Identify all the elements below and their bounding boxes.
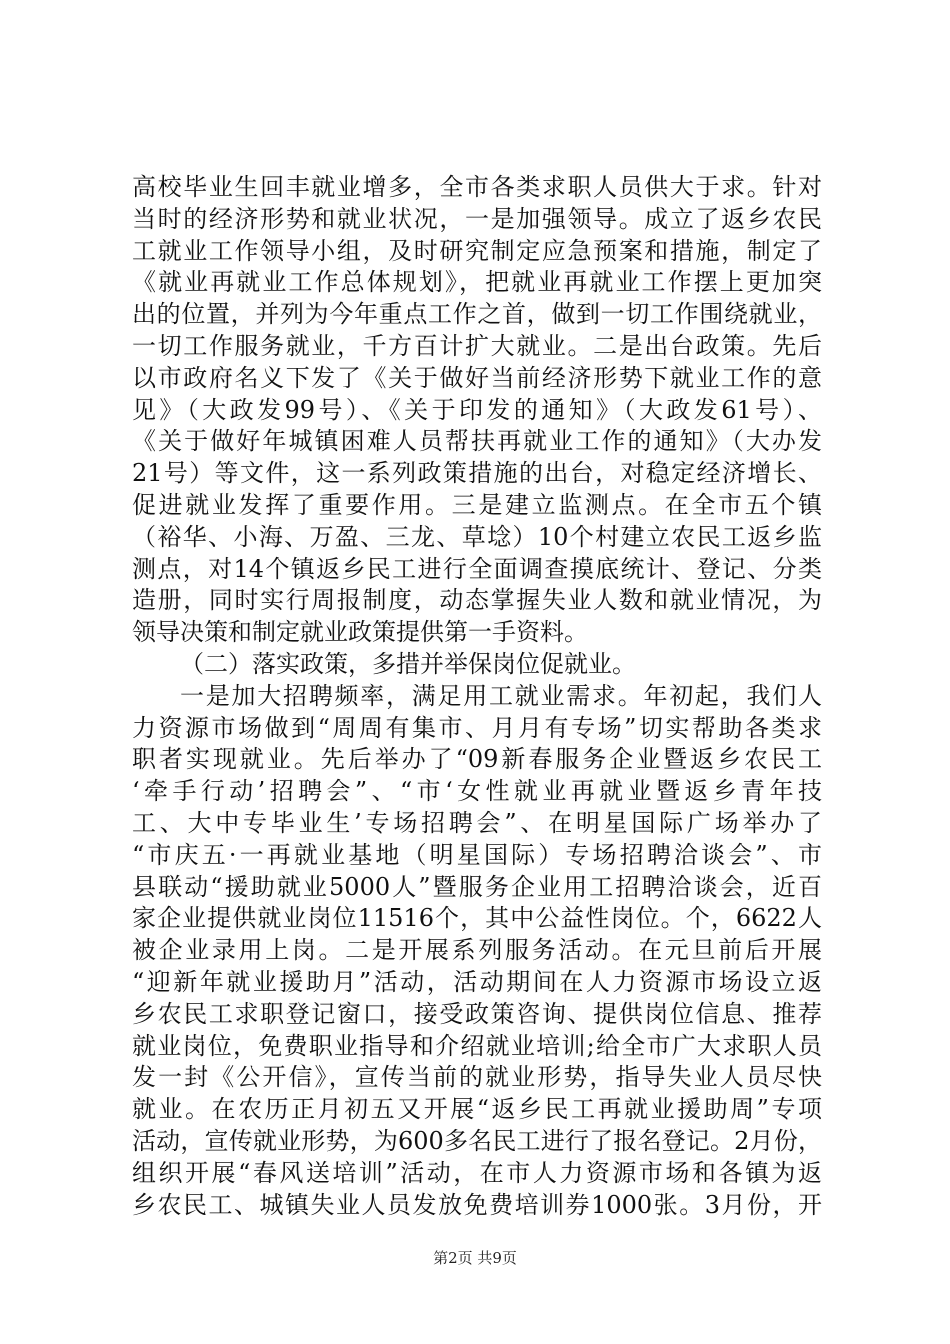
text-line: 工就业工作领导小组，及时研究制定应急预案和措施，制定了 (132, 236, 822, 265)
text-line: 造册，同时实行周报制度，动态掌握失业人数和就业情况，为 (132, 586, 822, 615)
text-line: ‘牵手行动’招聘会”、“市‘女性就业再就业暨返乡青年技 (132, 777, 822, 806)
document-body (132, 172, 822, 1221)
text-line: 被企业录用上岗。二是开展系列服务活动。在元旦前后开展 (132, 936, 822, 965)
text-line: 21号）等文件，这一系列政策措施的出台，对稳定经济增长、 (132, 459, 822, 488)
text-line: 家企业提供就业岗位11516个，其中公益性岗位。个，6622人 (132, 904, 822, 933)
text-line: （裕华、小海、万盈、三龙、草埝）10个村建立农民工返乡监 (132, 522, 822, 551)
text-line: 高校毕业生回丰就业增多，全市各类求职人员供大于求。针对 (132, 173, 822, 201)
text-line: 领导决策和制定就业政策提供第一手资料。 (132, 618, 588, 647)
text-line: 职者实现就业。先后举办了“09新春服务企业暨返乡农民工 (132, 745, 822, 774)
text-line: 《关于做好年城镇困难人员帮扶再就业工作的通知》（大办发 (132, 427, 822, 456)
text-line: 一是加大招聘频率，满足用工就业需求。年初起，我们人 (180, 681, 822, 710)
text-line: 以市政府名义下发了《关于做好当前经济形势下就业工作的意 (132, 363, 822, 392)
text-line: 就业岗位，免费职业指导和介绍就业培训;给全市广大求职人员 (132, 1031, 822, 1060)
text-line: 《就业再就业工作总体规划》，把就业再就业工作摆上更加突 (132, 268, 822, 297)
text-line: 促进就业发挥了重要作用。三是建立监测点。在全市五个镇 (132, 490, 822, 519)
text-line: 活动，宣传就业形势，为600多名民工进行了报名登记。2月份， (132, 1126, 822, 1155)
text-line: “市庆五·一再就业基地（明星国际）专场招聘洽谈会”、市 (132, 840, 822, 869)
text-line: 出的位置，并列为今年重点工作之首，做到一切工作围绕就业， (132, 300, 822, 329)
text-line: 组织开展“春风送培训”活动，在市人力资源市场和各镇为返 (132, 1158, 822, 1187)
text-line: 就业。在农历正月初五又开展“返乡民工再就业援助周”专项 (132, 1095, 822, 1124)
page-footer: 第2页 共9页 (433, 1249, 517, 1267)
text-line: 工、大中专毕业生’专场招聘会”、在明星国际广场举办了 (132, 808, 822, 837)
section-heading: （二）落实政策，多措并举保岗位促就业。 (180, 649, 636, 678)
text-line: 发一封《公开信》，宣传当前的就业形势，指导失业人员尽快 (132, 1063, 822, 1092)
text-line: 见》（大政发99号）、《关于印发的通知》（大政发61号）、 (132, 395, 822, 424)
text-line: 当时的经济形势和就业状况，一是加强领导。成立了返乡农民 (132, 204, 822, 233)
text-line: 乡农民工求职登记窗口，接受政策咨询、提供岗位信息、推荐 (132, 999, 822, 1028)
text-line: 测点，对14个镇返乡民工进行全面调查摸底统计、登记、分类 (132, 554, 822, 583)
text-line: 力资源市场做到“周周有集市、月月有专场”切实帮助各类求 (132, 713, 822, 742)
text-line: 乡农民工、城镇失业人员发放免费培训券1000张。3月份，开 (132, 1190, 822, 1219)
text-line: 县联动“援助就业5000人”暨服务企业用工招聘洽谈会，近百 (132, 872, 822, 901)
text-line: 一切工作服务就业，千方百计扩大就业。二是出台政策。先后 (132, 331, 822, 360)
text-line: “迎新年就业援助月”活动，活动期间在人力资源市场设立返 (132, 967, 822, 996)
